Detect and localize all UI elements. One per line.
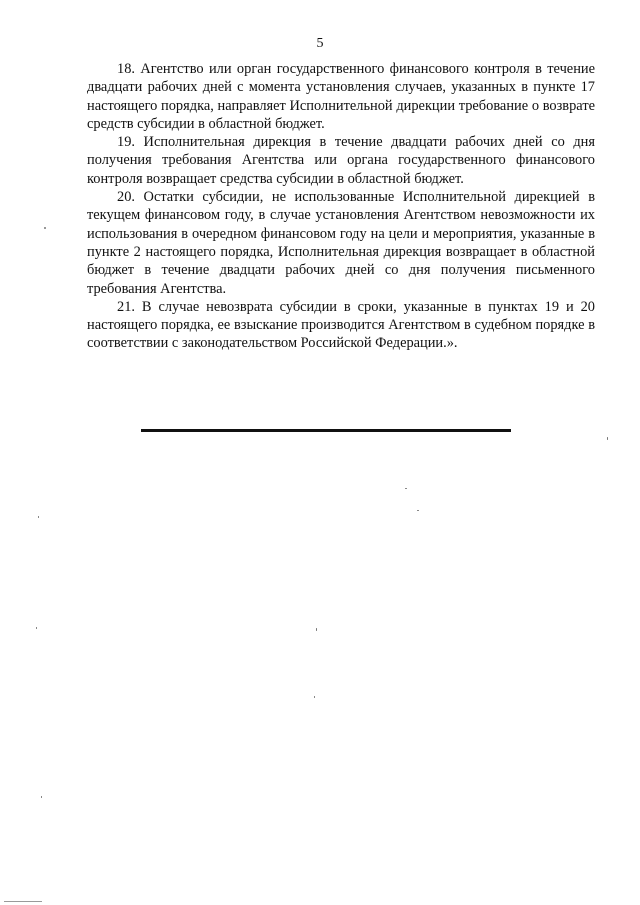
paragraph-18: 18. Агентство или орган государственного финансового контроля в течение двадцати рабочих дней с момента установления случаев, указанных в пункте 17 настоящего порядка, направляет Исполнительной дирекции требование о возврате средств субсидии в областной бюджет. bbox=[87, 61, 595, 132]
document-body bbox=[87, 60, 595, 353]
scan-speck bbox=[607, 437, 608, 440]
paragraph-21: 21. В случае невозврата субсидии в сроки, указанные в пунктах 19 и 20 настоящего порядка, ее взыскание производится Агентством в судебном порядке в соответствии с законодательством Российской Федерации.». bbox=[87, 298, 595, 352]
scan-edge-mark bbox=[4, 901, 42, 902]
page-number: 5 bbox=[316, 36, 324, 51]
scan-speck bbox=[405, 488, 407, 489]
scan-speck bbox=[316, 628, 317, 631]
end-of-text-divider bbox=[141, 429, 511, 432]
scan-speck bbox=[417, 510, 419, 511]
paragraph-20: 20. Остатки субсидии, не использованные Исполнительной дирекцией в текущем финансовом году, в случае установления Агентством невозможности их использования в очередном финансовом году на цели и мероприятия, указанные в пункте 2 настоящего порядка, Исполнительная дирекция возвращает в областной бюджет в течение двадцати рабочих дней со дня получения письменного требования Агентства. bbox=[87, 189, 595, 297]
scan-speck bbox=[36, 627, 37, 629]
scan-speck bbox=[314, 696, 315, 698]
scan-speck bbox=[38, 516, 39, 518]
paragraph-19: 19. Исполнительная дирекция в течение двадцати рабочих дней со дня получения требования Агентства или органа государственного финансового контроля возвращает средства субсидии в областной бюджет. bbox=[87, 134, 595, 187]
scan-speck bbox=[44, 227, 46, 229]
scan-speck bbox=[41, 796, 42, 798]
